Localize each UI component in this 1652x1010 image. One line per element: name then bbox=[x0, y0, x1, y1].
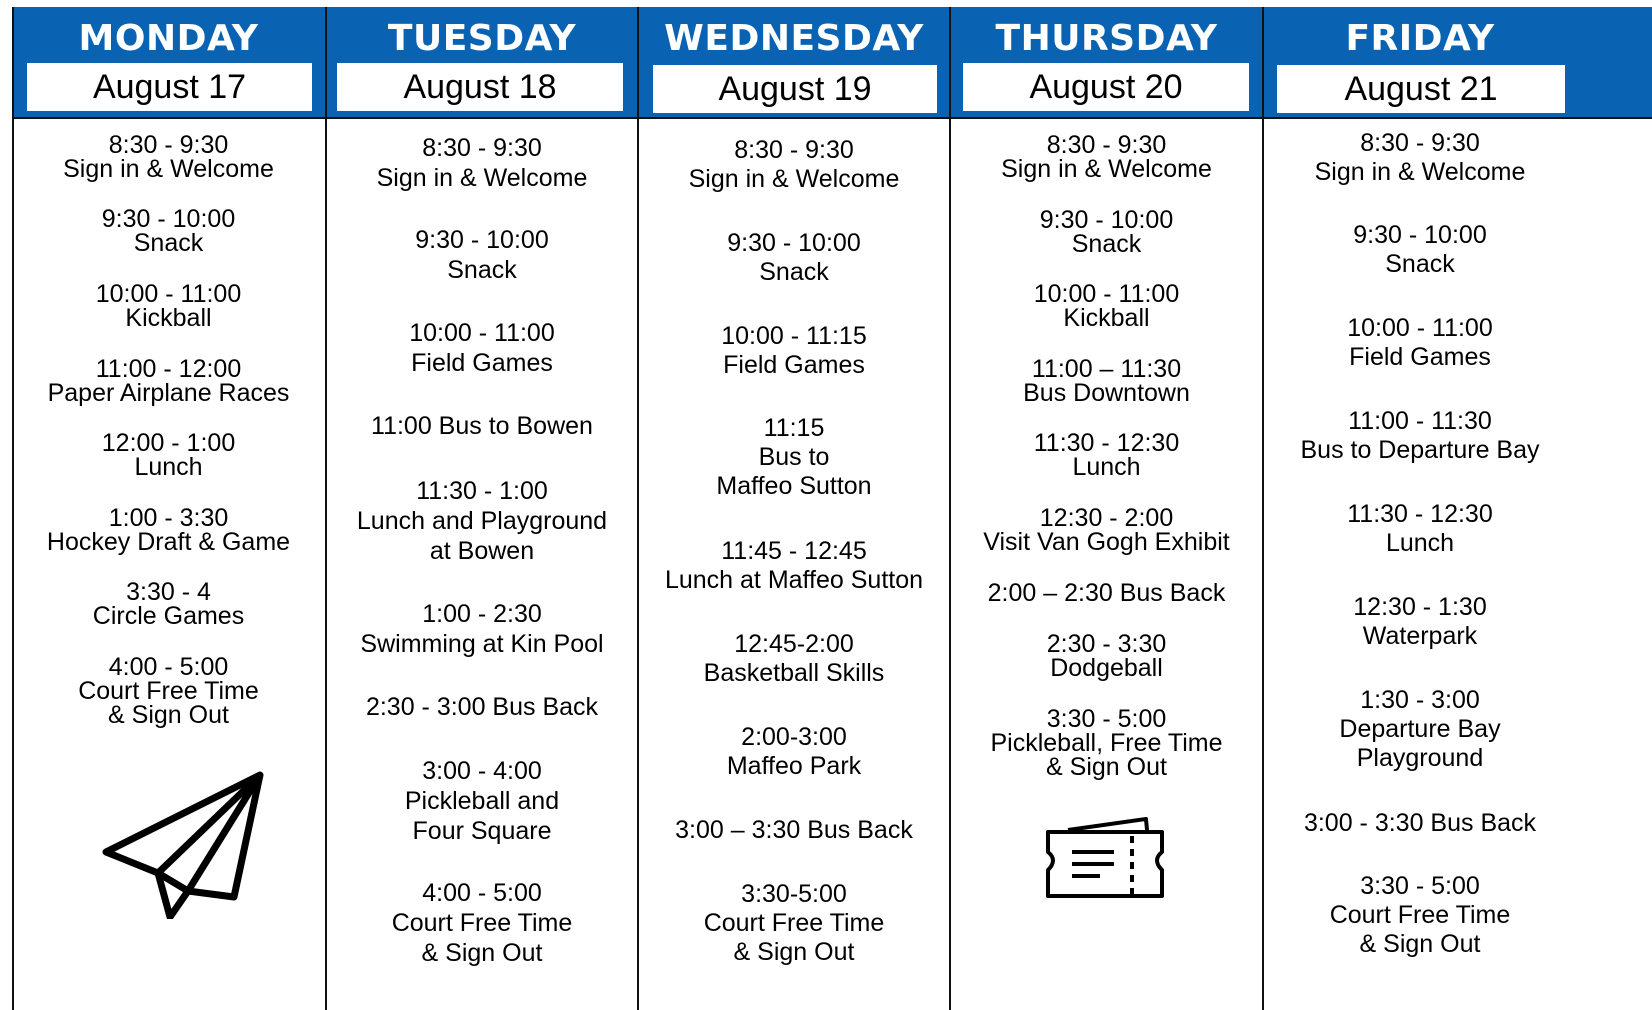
entry-activity: Hockey Draft & Game bbox=[46, 528, 291, 556]
entry-activity: Snack bbox=[1071, 230, 1142, 258]
schedule-entry bbox=[639, 537, 949, 595]
schedule-entry bbox=[951, 208, 1262, 256]
entry-activity: Bus to Departure Bay bbox=[1300, 436, 1540, 464]
entry-activity: Field Games bbox=[1349, 343, 1491, 371]
schedule-entry bbox=[951, 282, 1262, 330]
schedule-entry bbox=[639, 880, 949, 967]
entry-time: 11:00 - 12:00 bbox=[95, 355, 242, 383]
day-schedule bbox=[327, 119, 637, 1010]
entry-activity: Swimming at Kin Pool bbox=[360, 630, 604, 658]
schedule-entry bbox=[327, 599, 637, 659]
entry-activity: Circle Games bbox=[92, 602, 245, 630]
schedule-entry bbox=[327, 756, 637, 846]
entry-time: 3:30 - 4 bbox=[126, 578, 211, 606]
entry-activity: Bus to bbox=[758, 443, 830, 471]
entry-time: 2:30 - 3:00 Bus Back bbox=[365, 693, 599, 721]
entry-time: 11:00 - 11:30 bbox=[1348, 407, 1492, 435]
entry-time: 9:30 - 10:00 bbox=[1353, 221, 1487, 249]
schedule-entry bbox=[639, 414, 949, 501]
entry-activity: Kickball bbox=[1063, 304, 1150, 332]
entry-time: 9:30 - 10:00 bbox=[1039, 206, 1174, 234]
entry-activity: Lunch bbox=[134, 453, 203, 481]
entry-time: 11:30 - 12:30 bbox=[1033, 429, 1180, 457]
schedule-entry bbox=[1264, 809, 1576, 838]
entry-time: 3:00 – 3:30 Bus Back bbox=[675, 816, 913, 844]
entry-activity: & Sign Out bbox=[733, 938, 855, 966]
schedule-entry bbox=[327, 692, 637, 722]
entry-activity: Sign in & Welcome bbox=[688, 165, 900, 193]
schedule-entry bbox=[327, 225, 637, 285]
schedule-entry bbox=[12, 580, 325, 628]
entry-time: 2:00 – 2:30 Bus Back bbox=[987, 579, 1226, 607]
date-label: August 19 bbox=[653, 65, 937, 113]
day-column-wednesday bbox=[639, 7, 949, 1010]
entry-time: 9:30 - 10:00 bbox=[415, 226, 549, 254]
day-column-tuesday bbox=[327, 7, 637, 1010]
entry-activity: Four Square bbox=[412, 817, 552, 845]
entry-activity: Lunch bbox=[1072, 453, 1141, 481]
ticket-icon bbox=[1044, 814, 1168, 904]
schedule-entry bbox=[12, 357, 325, 405]
column-divider bbox=[1262, 7, 1264, 1010]
entry-activity: Field Games bbox=[411, 349, 553, 377]
entry-time: 11:30 - 1:00 bbox=[416, 477, 548, 505]
entry-time: 8:30 - 9:30 bbox=[1360, 129, 1480, 157]
schedule-entry bbox=[12, 506, 325, 554]
day-header bbox=[12, 7, 325, 119]
entry-time: 3:30-5:00 bbox=[741, 880, 847, 908]
schedule-entry bbox=[12, 655, 325, 727]
entry-time: 12:30 - 2:00 bbox=[1039, 504, 1174, 532]
entry-time: 8:30 - 9:30 bbox=[108, 131, 229, 159]
schedule-entry bbox=[639, 322, 949, 380]
column-divider bbox=[12, 7, 14, 1010]
schedule-entry bbox=[639, 136, 949, 194]
entry-time: 10:00 - 11:00 bbox=[1033, 280, 1180, 308]
entry-activity: Court Free Time bbox=[78, 677, 259, 705]
schedule-entry bbox=[951, 133, 1262, 181]
entry-time: 2:00-3:00 bbox=[741, 723, 847, 751]
entry-time: 11:30 - 12:30 bbox=[1347, 500, 1493, 528]
entry-activity: Court Free Time bbox=[391, 909, 573, 937]
column-divider bbox=[325, 7, 327, 1010]
day-name: THURSDAY bbox=[995, 18, 1218, 59]
schedule-entry bbox=[1264, 872, 1576, 959]
entry-activity: Paper Airplane Races bbox=[47, 379, 290, 407]
entry-activity: Departure Bay bbox=[1339, 715, 1501, 743]
entry-time: 8:30 - 9:30 bbox=[422, 134, 542, 162]
entry-time: 12:00 - 1:00 bbox=[101, 429, 236, 457]
entry-activity: Snack bbox=[1385, 250, 1455, 278]
day-header bbox=[951, 7, 1262, 119]
entry-time: 9:30 - 10:00 bbox=[101, 205, 236, 233]
date-label: August 18 bbox=[337, 63, 623, 111]
schedule-entry bbox=[1264, 407, 1576, 465]
entry-time: 12:45-2:00 bbox=[734, 630, 854, 658]
entry-activity: Court Free Time bbox=[1329, 901, 1511, 929]
entry-time: 11:45 - 12:45 bbox=[721, 537, 867, 565]
entry-time: 1:00 - 3:30 bbox=[108, 504, 229, 532]
entry-time: 10:00 - 11:00 bbox=[409, 319, 555, 347]
day-column-friday bbox=[1264, 7, 1652, 1010]
entry-time: 1:30 - 3:00 bbox=[1360, 686, 1480, 714]
entry-time: 11:15 bbox=[763, 414, 825, 442]
schedule-entry bbox=[327, 133, 637, 193]
schedule-entry bbox=[951, 707, 1262, 779]
entry-time: 4:00 - 5:00 bbox=[422, 879, 542, 907]
schedule-entry bbox=[327, 318, 637, 378]
day-schedule bbox=[1264, 119, 1576, 1010]
schedule-entry bbox=[1264, 500, 1576, 558]
schedule-entry bbox=[951, 357, 1262, 405]
entry-activity: at Bowen bbox=[429, 537, 535, 565]
entry-activity: Lunch and Playground bbox=[356, 507, 608, 535]
day-name: WEDNESDAY bbox=[664, 18, 924, 59]
entry-activity: Pickleball and bbox=[404, 787, 560, 815]
weekly-schedule bbox=[12, 7, 1652, 1010]
entry-activity: Bus Downtown bbox=[1023, 379, 1190, 407]
entry-time: 8:30 - 9:30 bbox=[734, 136, 854, 164]
schedule-entry bbox=[639, 229, 949, 287]
entry-activity: Lunch at Maffeo Sutton bbox=[664, 566, 924, 594]
entry-activity: & Sign Out bbox=[421, 939, 543, 967]
entry-activity: Sign in & Welcome bbox=[63, 155, 274, 183]
entry-activity: Field Games bbox=[723, 351, 865, 379]
day-header bbox=[1264, 7, 1652, 119]
schedule-entry bbox=[1264, 221, 1576, 279]
entry-activity: Court Free Time bbox=[703, 909, 885, 937]
schedule-entry bbox=[327, 476, 637, 566]
entry-activity: Snack bbox=[759, 258, 829, 286]
entry-time: 3:00 - 3:30 Bus Back bbox=[1303, 809, 1537, 837]
entry-activity: & Sign Out bbox=[1046, 753, 1167, 781]
day-name: FRIDAY bbox=[1345, 18, 1495, 59]
entry-time: 9:30 - 10:00 bbox=[727, 229, 861, 257]
schedule-entry bbox=[12, 133, 325, 181]
entry-activity: Visit Van Gogh Exhibit bbox=[983, 528, 1230, 556]
entry-time: 3:00 - 4:00 bbox=[422, 757, 542, 785]
entry-activity: Pickleball, Free Time bbox=[990, 729, 1223, 757]
entry-activity: Sign in & Welcome bbox=[1001, 155, 1212, 183]
day-column-thursday bbox=[951, 7, 1262, 1010]
schedule-entry bbox=[951, 431, 1262, 479]
entry-activity: & Sign Out bbox=[1359, 930, 1481, 958]
entry-time: 11:00 – 11:30 bbox=[1031, 355, 1182, 383]
day-schedule bbox=[639, 119, 949, 1010]
schedule-entry bbox=[1264, 129, 1576, 187]
day-name: MONDAY bbox=[78, 18, 259, 59]
entry-activity: Maffeo Sutton bbox=[716, 472, 872, 500]
entry-time: 2:30 - 3:30 bbox=[1046, 630, 1167, 658]
column-divider bbox=[637, 7, 639, 1010]
schedule-entry bbox=[951, 581, 1262, 605]
day-schedule bbox=[12, 119, 325, 1010]
entry-activity: Playground bbox=[1356, 744, 1484, 772]
schedule-entry bbox=[327, 878, 637, 968]
entry-activity: Lunch bbox=[1385, 529, 1455, 557]
schedule-entry bbox=[12, 282, 325, 330]
entry-activity: Maffeo Park bbox=[726, 752, 862, 780]
entry-time: 11:00 Bus to Bowen bbox=[371, 412, 593, 440]
date-label: August 17 bbox=[27, 63, 312, 111]
entry-activity: Sign in & Welcome bbox=[1314, 158, 1526, 186]
schedule-entry bbox=[639, 630, 949, 688]
schedule-entry bbox=[1264, 686, 1576, 773]
entry-time: 8:30 - 9:30 bbox=[1046, 131, 1167, 159]
entry-time: 12:30 - 1:30 bbox=[1353, 593, 1487, 621]
day-schedule bbox=[951, 119, 1262, 1010]
day-header bbox=[639, 7, 949, 119]
paper-airplane-icon bbox=[100, 769, 270, 919]
entry-activity: Dodgeball bbox=[1050, 654, 1163, 682]
schedule-entry bbox=[951, 632, 1262, 680]
entry-activity: Snack bbox=[447, 256, 517, 284]
column-divider bbox=[949, 7, 951, 1010]
entry-activity: Kickball bbox=[125, 304, 212, 332]
entry-time: 3:30 - 5:00 bbox=[1360, 872, 1480, 900]
schedule-entry bbox=[1264, 314, 1576, 372]
date-label: August 20 bbox=[963, 63, 1249, 111]
schedule-entry bbox=[327, 411, 637, 441]
day-name: TUESDAY bbox=[387, 18, 577, 59]
day-header bbox=[327, 7, 637, 119]
entry-activity: Snack bbox=[133, 229, 204, 257]
schedule-entry bbox=[639, 816, 949, 845]
entry-time: 1:00 - 2:30 bbox=[422, 600, 542, 628]
entry-activity: Waterpark bbox=[1362, 622, 1478, 650]
day-column-monday bbox=[12, 7, 325, 1010]
entry-time: 10:00 - 11:00 bbox=[95, 280, 242, 308]
entry-activity: & Sign Out bbox=[108, 701, 229, 729]
entry-time: 10:00 - 11:00 bbox=[1347, 314, 1493, 342]
schedule-entry bbox=[1264, 593, 1576, 651]
schedule-entry bbox=[639, 723, 949, 781]
schedule-entry bbox=[12, 431, 325, 479]
entry-time: 4:00 - 5:00 bbox=[108, 653, 229, 681]
entry-time: 3:30 - 5:00 bbox=[1046, 705, 1167, 733]
date-label: August 21 bbox=[1277, 65, 1565, 113]
schedule-entry bbox=[12, 207, 325, 255]
entry-activity: Sign in & Welcome bbox=[376, 164, 588, 192]
schedule-entry bbox=[951, 506, 1262, 554]
entry-time: 10:00 - 11:15 bbox=[721, 322, 867, 350]
entry-activity: Basketball Skills bbox=[703, 659, 885, 687]
